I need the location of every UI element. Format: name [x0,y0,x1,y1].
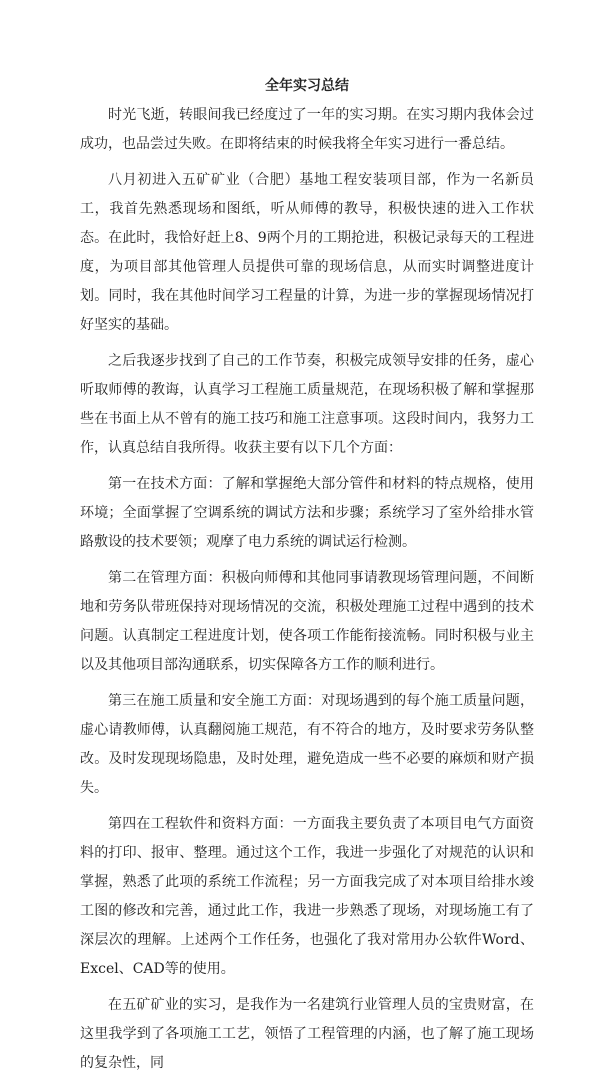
paragraph-work-rhythm: 之后我逐步找到了自己的工作节奏，积极完成领导安排的任务，虚心听取师傅的教诲，认真学习工程施工质量规范，在现场积极了解和掌握那些在书面上从不曾有的施工技巧和施工注意事项。这段时间内，我努力工作，认真总结自我所得。收获主要有以下几个方面： [80,353,534,456]
paragraph-start-work: 八月初进入五矿矿业（合肥）基地工程安装项目部，作为一名新员工，我首先熟悉现场和图纸，听从师傅的教导，积极快速的进入工作状态。在此时，我恰好赶上8、9两个月的工期抢进，积极记录每天的工程进度，为项目部其他管理人员提供可靠的现场信息，从而实时调整进度计划。同时，我在其他时间学习工程量的计算，为进一步的掌握现场情况打好坚实的基础。 [80,172,534,333]
document-title: 全年实习总结 [265,78,349,94]
paragraph-technical: 第一在技术方面：了解和掌握绝大部分管件和材料的特点规格，使用环境；全面掌握了空调系统的调试方法和步骤；系统学习了室外给排水管路敷设的技术要领；观摩了电力系统的调试运行检测。 [80,476,534,550]
paragraph-quality-safety: 第三在施工质量和安全施工方面：对现场遇到的每个施工质量问题，虚心请教师傅，认真翻阅施工规范，有不符合的地方，及时要求劳务队整改。及时发现现场隐患，及时处理，避免造成一些不必要的麻烦和财产损失。 [80,693,534,796]
paragraph-intro: 时光飞逝，转眼间我已经度过了一年的实习期。在实习期内我体会过成功，也品尝过失败。在即将结束的时候我将全年实习进行一番总结。 [80,107,534,152]
document-body [80,72,534,1085]
paragraph-software-docs: 第四在工程软件和资料方面：一方面我主要负责了本项目电气方面资料的打印、报审、整理。通过这个工作，我进一步强化了对规范的认识和掌握，熟悉了此项的系统工作流程；另一方面我完成了对本项目给排水竣工图的修改和完善，通过此工作，我进一步熟悉了现场，对现场施工有了深层次的理解。上述两个工作任务，也强化了我对常用办公软件Word、Excel、CAD等的使用。 [80,816,534,977]
paragraph-management: 第二在管理方面：积极向师傅和其他同事请教现场管理问题，不间断地和劳务队带班保持对现场情况的交流，积极处理施工过程中遇到的技术问题。认真制定工程进度计划，使各项工作能衔接流畅。同时积极与业主以及其他项目部沟通联系，切实保障各方工作的顺利进行。 [80,570,534,673]
paragraph-conclusion: 在五矿矿业的实习，是我作为一名建筑行业管理人员的宝贵财富，在这里我学到了各项施工工艺，领悟了工程管理的内涵，也了解了施工现场的复杂性，同 [80,997,534,1071]
